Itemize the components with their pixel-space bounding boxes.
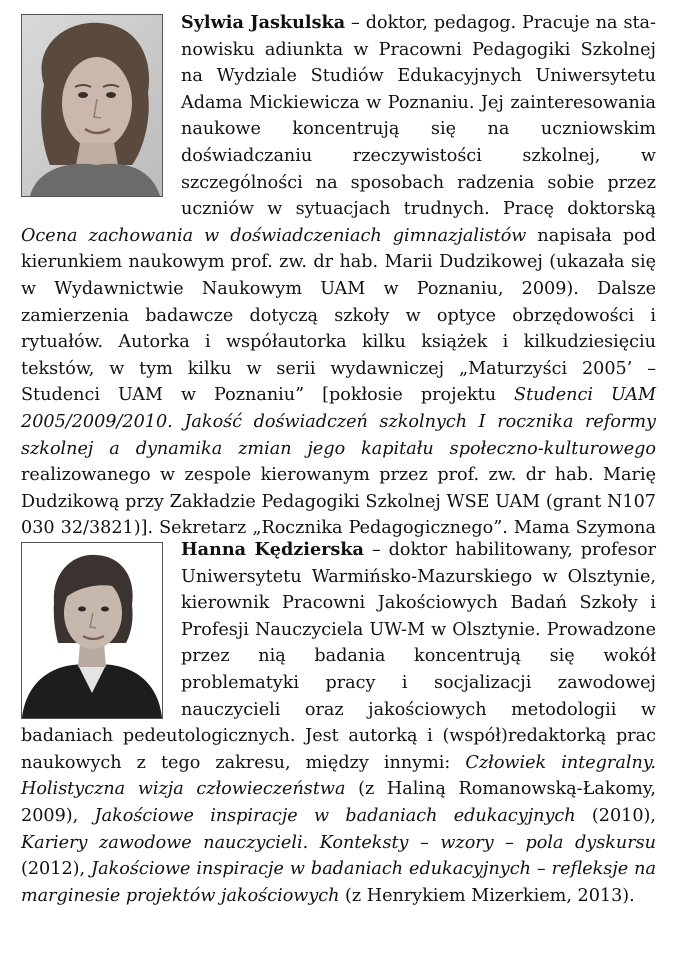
portrait-sylwia-image — [22, 15, 162, 196]
bio-text-segment: – doktor habilitowany, profesor Uniwersytetu Warmińsko-Mazurskiego w Olsztynie, kierownik Pracowni Jakościowych Badań Szkoły i Profesji Nauczyciela UW-M w Olsztynie. Prowadzone przez nią badania koncentrują się wokół problematyki pracy i socjalizacji zawodowej nauczycieli oraz jakościowych metodologii w badaniach pedeutologicznych. Jest autorką i (współ)redaktorką prac naukowych z tego zakresu, między innymi: — [21, 540, 656, 773]
bio-text-segment: (2012), — [21, 859, 92, 880]
bio-italic-title: Ocena zachowania w doświadczeniach gimnazjalistów — [21, 225, 527, 246]
portrait-photo-1 — [21, 14, 163, 197]
bio-text-segment: (z Haliną Romanowską-Łakomy, 2009), — [21, 779, 656, 826]
bio-text-segment: – doktor, pedagog. Pracuje na stanowisku adiunkta w Pracowni Pedagogiki Szkolnej na Wydziale Studiów Edukacyjnych Uniwersytetu Adama Mickiewicza w Poznaniu. Jej zainteresowania naukowe koncentrują się na uczniowskim doświadczaniu rzeczywistości szkolnej, w szczególności na sposobach radzenia sobie przez uczniów w sytuacjach trudnych. Pracę doktorską — [181, 13, 656, 220]
bio-italic-title: Jakościowe inspiracje w badaniach edukacyjnych — [94, 805, 576, 826]
bio-text-segment: realizowanego w zespole kierowanym przez prof. zw. dr hab. Marię Dudzikową przy Zakładzie Pedagogiki Szkolnej WSE UAM (grant N107 030 32/3821)]. Sekretarz „Rocznika Pedagogicznego”. Mama Szymona — [21, 465, 656, 539]
bio-name: Hanna Kędzierska — [181, 539, 364, 560]
bio-italic-title: Studenci UAM 2005/2009/2010. Jakość doświadczeń szkolnych I rocznika reformy szkolnej a dynamika zmian jego kapitału społeczno-kulturowego — [21, 385, 656, 459]
bio-text-segment: napisała pod kierunkiem naukowym prof. zw. dr hab. Marii Dudzikowej (ukazała się w Wydawnictwie Naukowym UAM w Poznaniu, 2009). Dalsze zamierzenia badawcze dotyczą szkoły w optyce obrzędowości i rytuałów. Autorka i współautorka kilku książek i kilkudziesięciu tekstów, w tym kilku w serii wydawniczej „Maturzyści 2005’ – Studenci UAM w Poznaniu” [pokłosie projektu — [21, 225, 656, 406]
bio-sylwia-jaskulska — [21, 10, 656, 568]
bio-name: Sylwia Jaskulska — [181, 12, 346, 33]
bio-italic-title: Jakościowe inspiracje w badaniach edukacyjnych – refleksje na marginesie projektów jakościowych — [21, 859, 656, 906]
bio-italic-title: Człowiek integralny. Holistyczna wizja człowieczeństwa — [21, 752, 656, 800]
portrait-photo-2 — [21, 542, 163, 719]
portrait-hanna-image — [22, 543, 162, 718]
bio-italic-title: Kariery zawodowe nauczycieli. Konteksty – wzory – pola dyskursu — [21, 832, 656, 853]
bio-text-segment: (z Henrykiem Mizerkiem, 2013). — [339, 885, 635, 906]
bio-text-segment: (2010), — [575, 805, 656, 826]
bio-hanna-kedzierska — [21, 537, 656, 909]
